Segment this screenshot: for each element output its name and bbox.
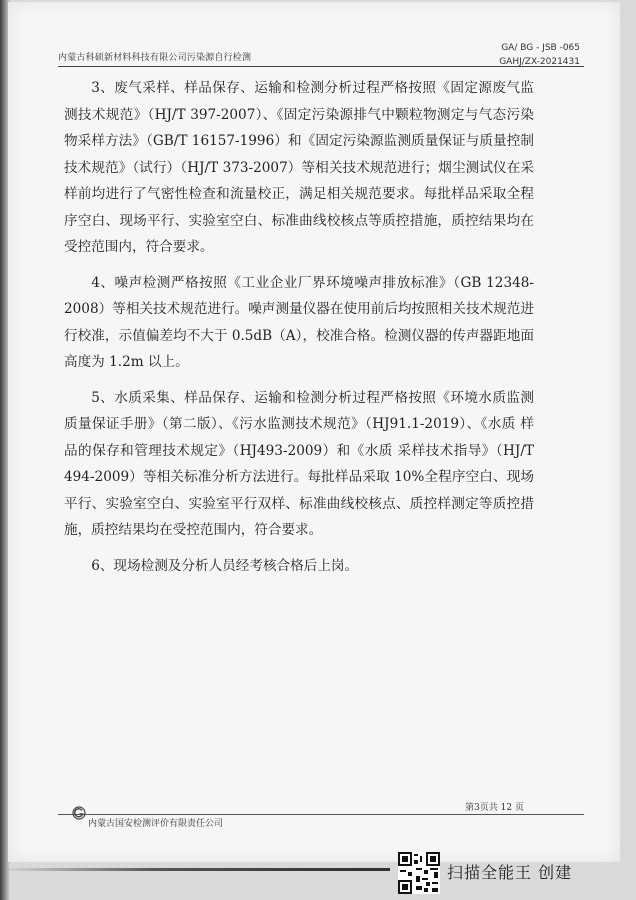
company-logo-icon	[72, 806, 86, 820]
paragraph-5: 5、水质采集、样品保存、运输和检测分析过程严格按照《环境水质监测质量保证手册》（第二版）、《污水监测技术规范》（HJ91.1-2019）、《水质 样品的保存和管理技术规定》（HJ493-2009）和《水质 采样技术指导》（HJ/T 494-2009）等相关标准分析方法进行。每批样品采取 10%全程序空白、现场平行、实验室空白、实验室平行双样、标准曲线校核点、质控样测定等质控措施，质控结果均在受控范围内，符合要求。	[64, 389, 534, 538]
paragraph-4: 4、噪声检测严格按照《工业企业厂界环境噪声排放标准》（GB 12348-2008）等相关技术规范进行。噪声测量仪器在使用前后均按照相关技术规范进行校准，示值偏差均不大于 0.5dB（A），校准合格。检测仪器的传声器距地面高度为 1.2m 以上。	[64, 274, 534, 370]
document-body	[64, 75, 534, 588]
header-code-2: GAHJ/ZX-2021431	[499, 57, 580, 67]
paragraph-3: 3、废气采样、样品保存、运输和检测分析过程严格按照《固定源废气监测技术规范》（HJ/T 397-2007）、《固定污染源排气中颗粒物测定与气态污染物采样方法》（GB/T 16157-1996）和《固定污染源监测质量保证与质量控制技术规范》（试行）（HJ/T 373-2007）等相关技术规范进行；烟尘测试仪在采样前均进行了气密性检查和流量校正，满足相关规范要求。每批样品采取全程序空白、现场平行、实验室空白、标准曲线校核点等质控措施，质控结果均在受控范围内，符合要求。	[64, 80, 534, 255]
scanner-watermark: 扫描全能王 创建	[447, 863, 573, 882]
header-org: 内蒙古科硕新材料科技有限公司污染源自行检测	[58, 53, 252, 63]
scan-bottom-edge	[0, 868, 390, 871]
header-rule	[58, 66, 584, 67]
page-number: 第3页共 12 页	[465, 803, 524, 813]
header-codes	[499, 41, 580, 69]
paragraph-6: 6、现场检测及分析人员经考核合格后上岗。	[91, 557, 359, 574]
footer-company: 内蒙古国安检测评价有限责任公司	[88, 819, 224, 829]
header-code-1: GA/ BG - JSB -065	[501, 43, 580, 53]
qr-code-icon	[398, 852, 440, 894]
footer-rule	[58, 814, 584, 815]
